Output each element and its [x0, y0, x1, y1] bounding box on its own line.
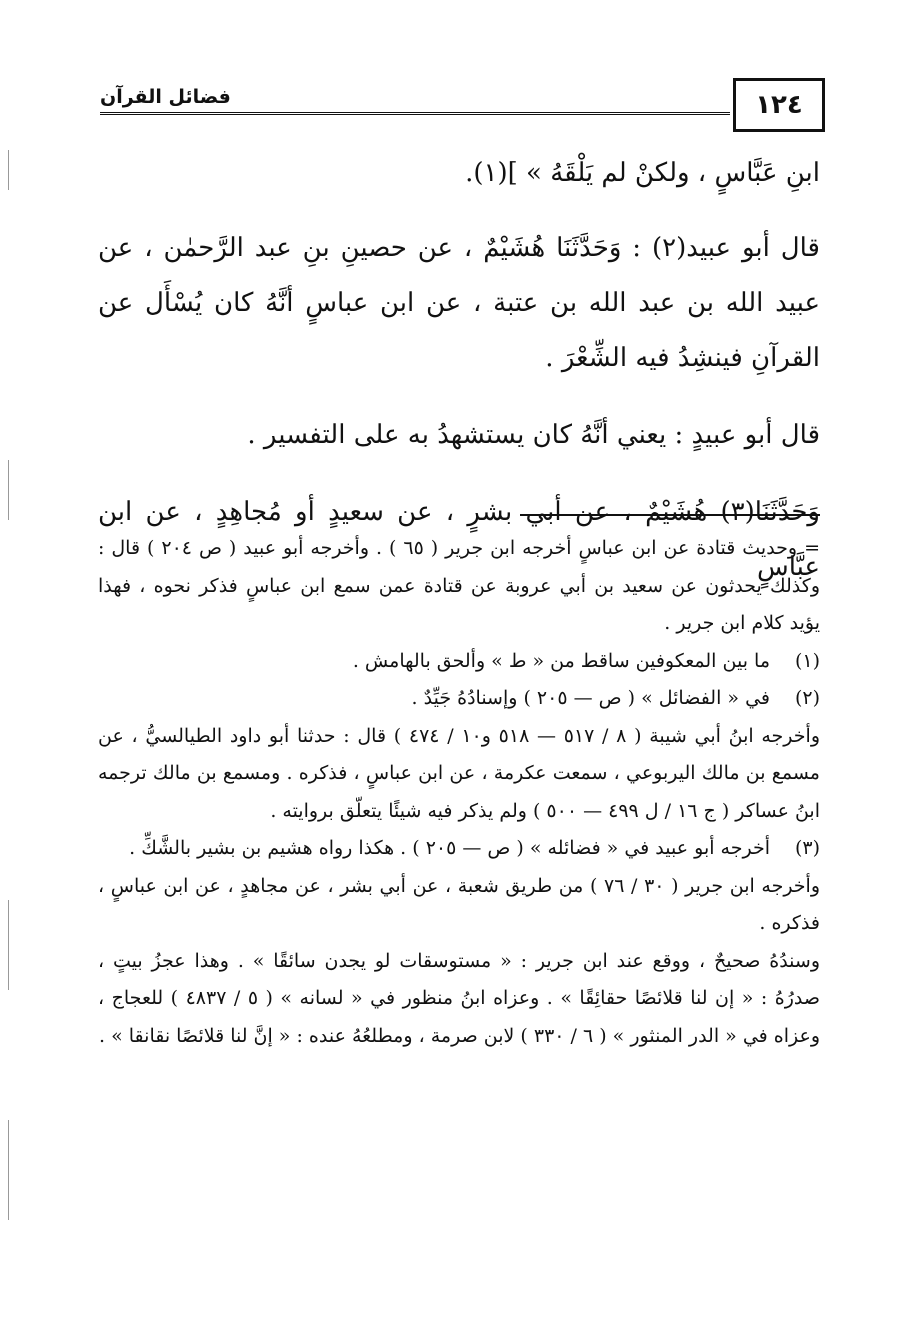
main-paragraph: ابنِ عَبَّاسٍ ، ولكنْ لم يَلْقَهُ » ](١). [465, 158, 820, 188]
footnotes [98, 530, 820, 1055]
footnote-paragraph: وسندُهُ صحيحٌ ، ووقع عند ابن جرير : « مستوسقات لو يجدن سائقًا » . وهذا عجزُ بيتٍ ، صدرُهُ : « إن لنا قلائصًا حقائِقًا » . وعزاه ابنُ منظور في « لسانه » ( ٥ / ٤٨٣٧ ) للعجاج ، وعزاه في « الدر المنثور » ( ٦ / ٣٣٠ ) لابن صرمة ، ومطلعُهُ عنده : « إنَّ لنا قلائصًا نقانقا » . [98, 949, 821, 1047]
footnote-paragraph: وأخرجه ابنُ أبي شيبة ( ٨ / ٥١٧ — ٥١٨ و١٠ / ٤٧٤ ) قال : حدثنا أبو داود الطيالسيُّ ، عن مسمع بن مالك اليربوعي ، سمعت عكرمة ، عن ابن عباسٍ ، فذكره . ومسمع بن مالك ترجمه ابنُ عساكر ( ج ١٦ / ل ٤٩٩ — ٥٠٠ ) ولم يذكر فيه شيئًا يتعلّق بروايته . [98, 724, 820, 822]
running-title: فضائل القرآن [100, 86, 231, 108]
footnote-paragraph: وأخرجه ابن جرير ( ٣٠ / ٧٦ ) من طريق شعبة ، عن أبي بشر ، عن مجاهدٍ ، عن ابن عباسٍ ، فذكره . [98, 874, 821, 934]
footnote-2 [98, 680, 820, 718]
footnote-number: (١) [794, 649, 820, 672]
footnote-text: أخرجه أبو عبيد في « فضائله » ( ص — ٢٠٥ ) . هكذا رواه هشيم بن بشير بالشَّكِّ . [129, 837, 770, 859]
footnote-continuation: = وحديث قتادة عن ابن عباسٍ أخرجه ابن جرير ( ٦٥ ) . وأخرجه أبو عبيد ( ص ٢٠٤ ) قال : وكذلك يحدثون عن سعيد بن أبي عروبة عن قتادة عمن سمع ابن عباسٍ فذكر نحوه ، فهذا يؤيد كلام ابن جرير . [98, 537, 820, 634]
page-number: ١٢٤ [733, 78, 825, 132]
footnote-separator [520, 514, 820, 516]
footnote-text: ما بين المعكوفين ساقط من « ط » وألحق بالهامش . [352, 649, 770, 672]
scan-edge-mark [8, 460, 9, 520]
footnote-number: (٣) [794, 837, 820, 859]
footnote-3 [98, 830, 820, 868]
footnote-text: في « الفضائل » ( ص — ٢٠٥ ) وإسنادُهُ جَيِّدٌ . [411, 687, 770, 709]
footnote-number: (٢) [794, 687, 820, 709]
main-paragraph: قال أبو عبيدٍ : يعني أنَّهُ كان يستشهدُ به على التفسير . [247, 420, 820, 450]
header-rule [100, 112, 730, 118]
main-paragraph: قال أبو عبيد(٢) : وَحَدَّثَنَا هُشَيْمٌ ، عن حصينِ بنِ عبد الرَّحمٰن ، عن عبيد الله بن عبد الله بن عتبة ، عن ابن عباسٍ أنَّهُ كان يُسْأَل عن القرآنِ فينشِدُ فيه الشِّعْرَ . [98, 233, 820, 373]
scan-edge-mark [8, 900, 9, 990]
main-paragraph: وَحَدَّثَنَا(٣) هُشَيْمٌ ، عن أبي بشرٍ ، عن سعيدٍ أو مُجاهِدٍ ، عن ابن عبَّاسٍ [98, 497, 820, 582]
scan-edge-mark [8, 150, 9, 190]
scan-edge-mark [8, 1120, 9, 1220]
footnote-1 [98, 643, 820, 681]
page-header [100, 78, 825, 140]
